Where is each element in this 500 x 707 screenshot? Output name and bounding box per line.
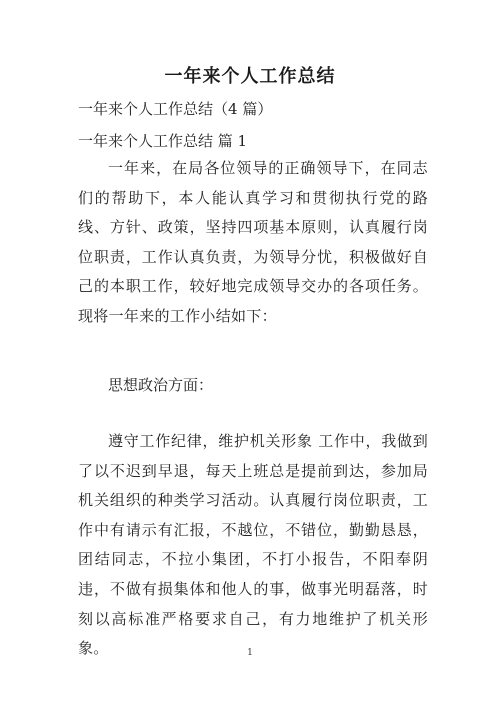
document-title: 一年来个人工作总结: [164, 66, 336, 87]
paragraph-discipline: [78, 427, 428, 664]
document-subtitle: 一年来个人工作总结（4 篇）: [78, 100, 273, 118]
paragraph-text: 遵守工作纪律，维护机关形象 工作中，我做到了以不迟到早退，每天上班总是提前到达，参加局机关组织的种类学习活动。认真履行岗位职责，工作中有请示有汇报，不越位，不错位，勤勤恳恳，团结同志，不拉小集团，不打小报告，不阳奉阴违，不做有损集体和他人的事，做事光明磊落，时刻以高标准严格要求自己，有力地维护了机关形象。: [78, 432, 428, 658]
paragraph-intro: [78, 154, 428, 332]
paragraph-text: 一年来，在局各位领导的正确领导下，在同志们的帮助下，本人能认真学习和贯彻执行党的路线、方针、政策，坚持四项基本原则，认真履行岗位职责，工作认真负责，为领导分忧，积极做好自己的本职工作，较好地完成领导交办的各项任务。现将一年来的工作小结如下：: [78, 159, 428, 325]
section-heading: 一年来个人工作总结 篇 1: [78, 132, 248, 150]
page-number: 1: [247, 648, 253, 658]
heading-politics: 思想政治方面：: [108, 376, 214, 394]
